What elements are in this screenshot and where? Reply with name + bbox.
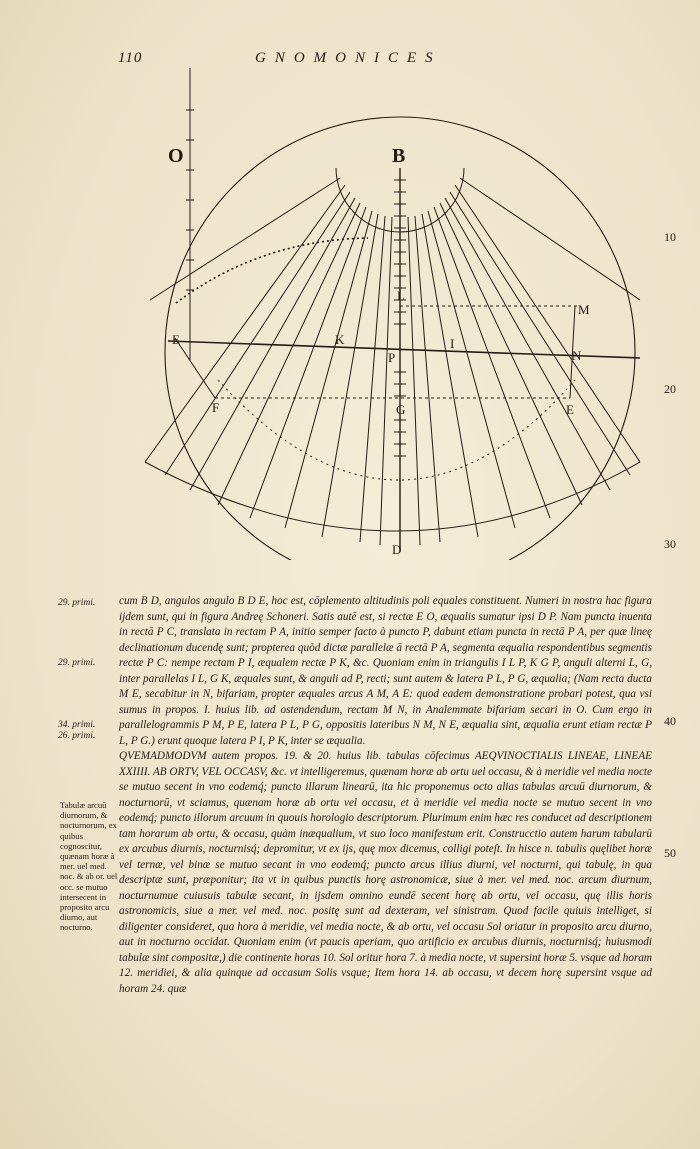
label-n: N xyxy=(572,348,582,363)
label-b: B xyxy=(392,145,406,167)
label-l: L xyxy=(397,288,405,303)
inner-arc xyxy=(218,380,575,480)
gnomonic-figure xyxy=(0,60,700,560)
line-number-30: 30 xyxy=(664,537,676,551)
label-f: F xyxy=(212,400,220,415)
label-p: P xyxy=(388,350,396,365)
margin-ref-4: 26. primi. xyxy=(58,731,96,741)
outer-arc xyxy=(145,462,640,531)
label-g: G xyxy=(396,402,406,417)
label-e-left: E xyxy=(172,332,180,347)
line-number-20: 20 xyxy=(664,382,676,396)
running-title: GNOMONICES xyxy=(255,50,442,66)
label-d: D xyxy=(392,542,402,557)
margin-ref-2: 29. primi. xyxy=(58,658,96,668)
line-number-50: 50 xyxy=(664,846,676,860)
line-number-40: 40 xyxy=(664,714,676,728)
line-number-10: 10 xyxy=(664,230,676,244)
line-ef xyxy=(175,338,215,398)
page-number: 110 xyxy=(118,50,143,66)
margin-ref-1: 29. primi. xyxy=(58,598,96,608)
paragraph-2: QVEMADMODVM autem propos. 19. & 20. huius lib. tabulas cōfecimus AEQVINOCTIALIS LINEAE, LINEAE XXIIII. AB ORTV, VEL OCCASV, &c. vt intelligeremus, quænam horæ ab ortu uel occasu, & à meridie vel media nocte se mutuo secent in vno eodemq́; puncto illarum linearū, ita hic proponemus octo alias tabulas arcuū diurnorum, & nocturnorū, vt sciamus, quænam horæ ab ortu vel occasu, et à meridie vel media nocte se mutuo secent in vno eodemq́; puncto illorum arcuum in quouis horologio descriptorum. Plurimum enim hæc res conducet ad descriptionem tam horarum ab ortu, & occasu, quàm inæqualium, vt suo loco manifestum erit. Construcctio autem harum tabularū ex arcubus diurnis, nocturnisq́; depromitur, vt ex ijs, quę mox dicemus, colligi poteſt. In hisce n. tabulis quęlibet horæ vel ternæ, vel binæ se mutuo secant in vno eodemq́; puncto arcus illius diurni, vel nocturni, qui tabulę, in qua descriptæ sunt, præponitur; ita vt in quibus punctis horę astronomicæ, siue à mer. vel med. noc. arcum diurnum, nocturnumue cuiusuis tabulæ secant, in ijsdem omnino eundē secent horę ab ortu, vel occasu, quę illis horis astronomicis, siue a mer. vel med. noc. positę sunt ad dexteram, vel sinistram. Quod facile quiuis intelliget, si diligenter consideret, qua hora à meridie, vel media nocte, & ab ortu, vel occasu Sol oriatur in proposito arcu diurno, aut in nocturno occidat. Quoniam enim (vt paucis aperiam, quo artificio ex arcubus diurnis, nocturnisq́; huiusmodi tabulæ sint compositæ,) die continente horas 10. Sol oritur hora 7. à media nocte, vt supersint horæ 5. vsque ad horam 12. meridiei, & alia quinque ad occasum Solis vsque; Item hora 14. ab occasu, vt decem horę supersint vsque ad horam 24. quæ xyxy=(119,750,652,995)
margin-ref-3: 34. primi. xyxy=(58,720,96,730)
label-i: I xyxy=(450,336,455,351)
margin-note: Tabulæ arcuū diurnorum, & nocturnorum, ex quibus cognoscitur, quænam horæ à mer. uel med. noc. & ab or. uel occ. se mutuo intersecent in proposito arcu diurno, aut nocturno. xyxy=(60,800,118,933)
body-text xyxy=(119,594,652,997)
label-e-right: E xyxy=(566,402,574,417)
label-k: K xyxy=(335,332,345,347)
label-o: O xyxy=(168,145,184,167)
label-m: M xyxy=(578,302,590,317)
paragraph-1: cum B D, angulos angulo B D E, hoc est, cōplemento altitudinis poli equales constituent. Numeri in nostra hac figura ijdem sunt, qui in figura Andreę Schoneri. Satis autē est, si rectæ E O, æqualis sumatur ipsi D P. Nam puncta inuenta in rectā P C, translata in rectam P A, initio semper facto à puncto P, dabunt etiam puncta in rectā P A, per quæ lineę declinationum ducendę sunt; propterea quòd dictæ parallelæ ā rectā P A, segmenta æqualia respondentibus segmentis rectæ P C: nempe rectam P I, æqualem rectæ P K, &c. Quoniam enim in triangulis I L P, K G P, anguli alterni L, G, inter parallelas I L, G K, æquales sunt, & anguli ad P, recti; sunt autem & latera P L, P G, æqualia; (Nam recta ducta M E, secabitur in N, bifariam, propter æquales arcus A M, A E: quod eadem demonstratione probari potest, qua vsi sumus in propos. I. huius lib. ad ostendendum, rectam M N, in Analemmate bifariam secari in O. Cum ergo in parallelogrammis P M, P E, latera P L, P G, oppositis lateribus N M, N E, æqualia sint, æqualia erunt etiam rectæ P L, P G.) erunt quoque latera P I, P K, inter se æqualia. xyxy=(119,595,652,747)
